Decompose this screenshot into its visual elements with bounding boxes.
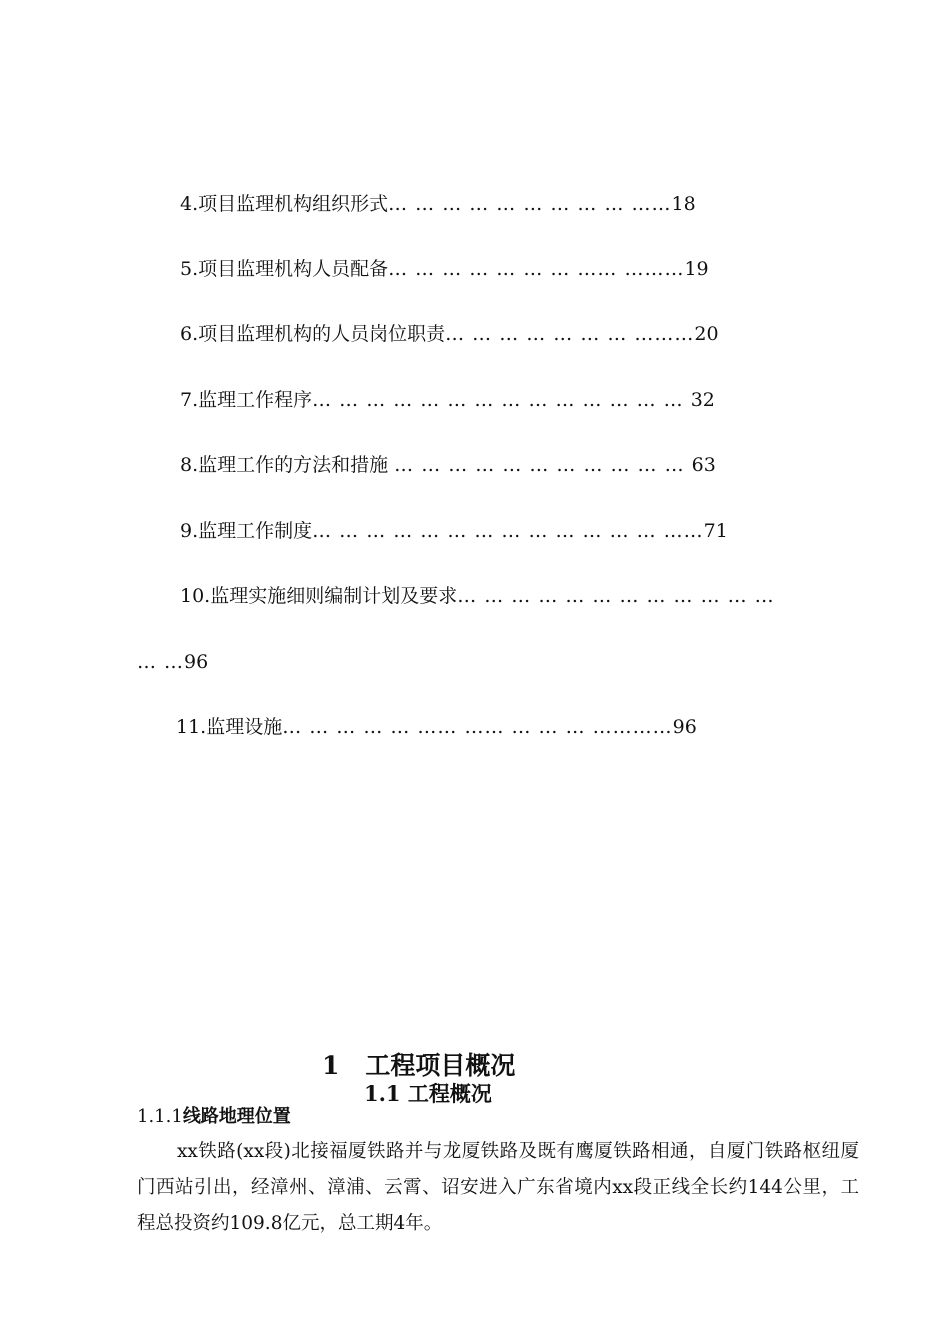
toc-entry-title: 6.项目监理机构的人员岗位职责 [180,323,446,345]
toc-entry[interactable] [180,584,775,608]
chapter-title: 工程项目概况 [365,1051,516,1080]
toc-entry-title: 8.监理工作的方法和措施 [180,454,395,476]
section-heading: 1.1 工程概况 [364,1081,492,1106]
toc-leader-dots: … … … … … … … … … …… [388,193,672,215]
toc-entry[interactable] [176,715,697,739]
toc-entry-title: 10.监理实施细则编制计划及要求 [180,585,458,607]
toc-entry-title: 9.监理工作制度 [180,520,313,542]
toc-page-number: 96 [184,651,209,673]
toc-entry-title: 4.项目监理机构组织形式 [180,193,389,215]
toc-leader-dots: … … … … … … … … … … … … … …… [312,520,704,542]
toc-page-number: 32 [690,389,715,411]
toc-leader-dots: … … … … … … … ……… [445,323,695,345]
body-paragraph: xx铁路(xx段)北接福厦铁路并与龙厦铁路及既有鹰厦铁路相通，自厦门铁路枢纽厦门西站引出，经漳州、漳浦、云霄、诏安进入广东省境内xx段正线全长约144公里，工程总投资约109.8亿元，总工期4年。 [137,1141,859,1234]
toc-page-number: 71 [703,520,728,542]
toc-page-number: 63 [691,454,716,476]
toc-page-number: 18 [671,193,696,215]
toc-entry[interactable] [180,192,696,216]
toc-entry-continuation[interactable] [137,650,208,674]
toc-leader-dots: … … … … … …… …… … … … ………… [282,716,673,738]
toc-page-number: 96 [672,716,697,738]
toc-page-number: 19 [684,258,709,280]
toc-leader-dots: … … … … … … … … … … … [394,454,692,476]
toc-entry[interactable] [180,322,719,346]
toc-leader-dots: … … … … … … … …… ……… [388,258,685,280]
toc-entry-title: 5.项目监理机构人员配备 [180,258,389,280]
toc-leader-dots: … … [137,651,185,673]
chapter-heading [322,1046,515,1082]
toc-entry-title: 7.监理工作程序 [180,389,313,411]
toc-page-number: 20 [694,323,719,345]
toc-leader-dots: … … … … … … … … … … … … … … [312,389,691,411]
toc-entry[interactable] [180,257,709,281]
toc-entry[interactable] [180,388,715,412]
toc-entry-title: 11.监理设施 [176,716,283,738]
chapter-number: 1 [322,1051,340,1080]
toc-entry[interactable] [180,519,728,543]
subsection-number: 1.1.1 [137,1106,183,1127]
subsection-heading [137,1102,291,1128]
subsection-title: 线路地理位置 [182,1106,291,1127]
toc-leader-dots: … … … … … … … … … … … … [457,585,775,607]
toc-entry[interactable] [180,453,716,477]
